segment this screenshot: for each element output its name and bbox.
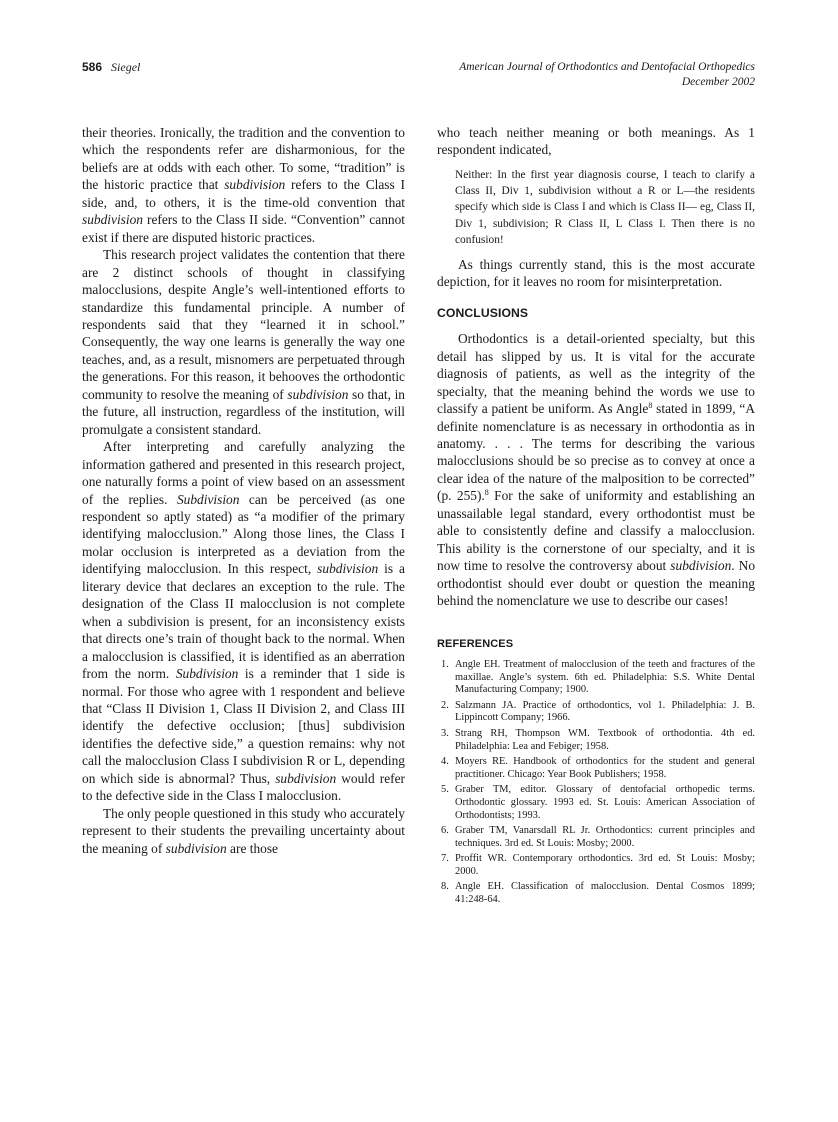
emphasis-term: subdivision [165,840,227,856]
reference-item: 3. Strang RH, Thompson WM. Textbook of orthodontia. 4th ed. Philadelphia: Lea and Febiger; 1958. [441,727,755,752]
body-paragraph: who teach neither meaning or both meanings. As 1 respondent indicated, [437,125,755,158]
body-paragraph: their theories. Ironically, the tradition and the convention to which the respondents refer are disharmonious, for the beliefs are at odds with each other. To some, “tradition” is the historic practice that subdivision refers to the Class I side, and, to others, it is the time-old convention that subdivision refers to the Class II side. “Convention” cannot exist if there are disputed historic practices. [82,125,405,245]
references-heading: REFERENCES [437,637,514,650]
body-paragraph: As things currently stand, this is the most accurate depiction, for it leaves no room for misinterpretation. [437,256,755,290]
body-paragraph: The only people questioned in this study who accurately represent to their students the prevailing uncertainty about the meaning of subdivision are those [82,805,405,856]
issue-date: December 2002 [681,75,755,88]
running-head-left [82,60,140,74]
running-head-right [459,60,755,89]
reference-item: 4. Moyers RE. Handbook of orthodontics for the student and general practitioner. Chicago: Year Book Publishers; 1958. [441,756,755,780]
body-paragraph: This research project validates the contention that there are 2 distinct schools of thought in classifying malocclusions, despite Angle’s well-intentioned efforts to standardize this fundamental principle. A number of respondents said that they “learned it in school.” Consequently, the way one learns is generally the way one teaches, and, as a result, misnomers are perpetuated through the generations. For this reason, it behooves the orthodontic community to resolve the meaning of subdivision so that, in the future, all instruction, regardless of the institution, will promulgate a consistent standard. [82,247,405,437]
reference-item: 8. Angle EH. Classification of malocclusion. Dental Cosmos 1899; 41:248-64. [441,881,755,906]
journal-title: American Journal of Orthodontics and Dentofacial Orthopedics [459,61,755,73]
running-head-author: Siegel [111,60,141,74]
emphasis-term: subdivision [224,177,286,193]
emphasis-term: subdivision [287,386,349,402]
citation-superscript: 8 [648,401,653,411]
citation-superscript: 8 [484,488,489,498]
reference-item: 2. Salzmann JA. Practice of orthodontics, vol 1. Philadelphia: J. B. Lippincott Company; 1966. [441,699,755,724]
block-quote: Neither: In the first year diagnosis course, I teach to clarify a Class II, Div 1, subdivision without a R or L—the residents specify which side is Class I and which is Class II— eg, Class II, Div 1, subdivision; R Class II, L Class I. Then there is no confusion! [455,168,755,246]
emphasis-term: subdivision [670,558,732,574]
reference-item: 1. Angle EH. Treatment of malocclusion of the teeth and fractures of the maxillae. Angle’s system. 6th ed. Philadelphia: S.S. White Dental Manufacturing Company; 1900. [441,658,755,696]
reference-item: 5. Graber TM, editor. Glossary of dentofacial orthopedic terms. Orthodontic glossary. 1993 ed. St. Louis: American Association of Orthodontists; 1993. [441,784,755,821]
left-column [82,124,405,857]
emphasis-term: Subdivision [176,491,240,507]
body-paragraph: After interpreting and carefully analyzing the information gathered and presented in this research project, one naturally forms a point of view based on an assessment of the replies. Subdivision can be perceived (as one respondent so aptly stated) as “a modifier of the primary identifying malocclusion.” Along those lines, the Class I molar occlusion is interpreted as a deviation from the identifying malocclusion. In this respect, subdivision is a literary device that declares an exception to the rule. The designation of the Class II malocclusion is not complete when a subdivision is present, for an inconsistency exists that directs one’s train of thought back to the normal. When a malocclusion is classified, it is identified as an aberration from the norm. Subdivision is a reminder that 1 side is normal. For those who agree with 1 respondent and believe that “Class II Division 1, Class II Division 2, and Class III identify the defective occlusion; [thus] subdivision identifies the defective side,” a question remains: why not call the malocclusion Class I subdivision R or L, depending on which side is abnormal? Thus, subdivision would refer to the defective side in the Class I malocclusion. [82,439,406,804]
page-header [82,60,755,100]
right-column [437,124,755,910]
page-number: 586 [82,60,103,74]
reference-item: 6. Graber TM, Vanarsdall RL Jr. Orthodontics: current principles and techniques. 3rd ed. St Louis: Mosby; 2000. [441,825,755,849]
emphasis-term: subdivision [317,561,379,577]
conclusions-paragraph: Orthodontics is a detail-oriented specialty, but this detail has slipped by us. It is vital for the accurate diagnosis of patients, as well as the integrity of the specialty, that the meaning behind the words we use to classify a patient be uniform. As Angle$^8$ stated in 1899, “A definite nomenclature is as necessary in orthodontia as in anatomy. . . . The terms for describing the various malocclusions should be so precise as to convey at once a clear idea of the nature of the malposition to be corrected” (p. 255).$^8$ For the sake of uniformity and establishing an unassailable legal standard, every orthodontist must be able to consistently define and classify a malocclusion. This ability is the cornerstone of our specialty, and it is now time to resolve the controversy about subdivision. No orthodontist should ever doubt or question the meaning behind the nomenclature we use to describe our cases! [437,331,756,609]
emphasis-term: Subdivision [175,666,239,682]
reference-list [437,659,755,907]
reference-item: 7. Proffit WR. Contemporary orthodontics. 3rd ed. St Louis: Mosby; 2000. [441,853,755,877]
emphasis-term: subdivision [275,770,337,786]
emphasis-term: subdivision [82,212,144,228]
conclusions-heading: CONCLUSIONS [437,305,529,320]
